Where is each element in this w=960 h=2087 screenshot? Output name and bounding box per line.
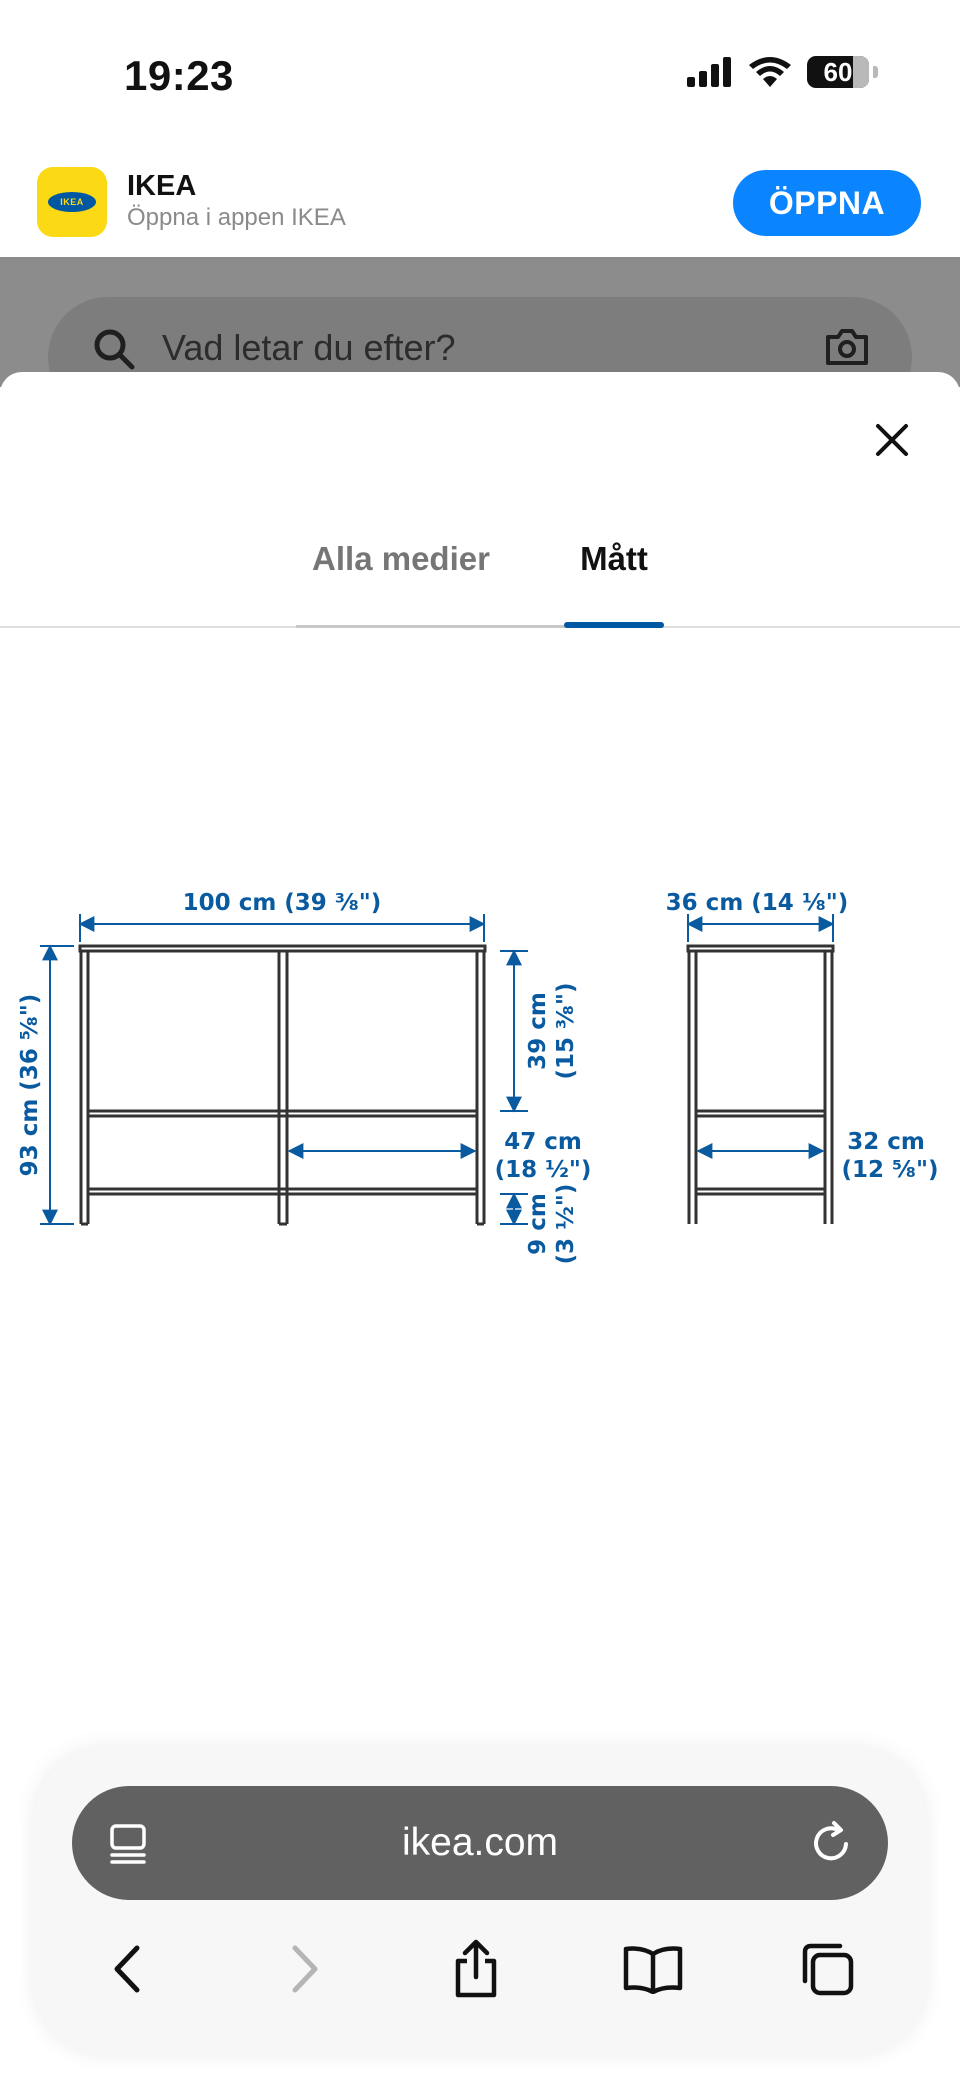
battery-tip	[873, 66, 878, 78]
app-subtitle: Öppna i appen IKEA	[127, 204, 346, 231]
app-name: IKEA	[127, 170, 197, 202]
tab-all-media[interactable]: Alla medier	[312, 540, 490, 577]
forward-icon[interactable]	[270, 1934, 340, 2004]
media-tabs	[0, 532, 960, 628]
tab-measurements[interactable]: Mått	[580, 540, 648, 577]
page-overlay	[0, 257, 960, 387]
status-time: 19:23	[124, 52, 234, 99]
side-view-shelf	[688, 946, 833, 1224]
dimension-lines	[40, 914, 833, 1224]
wifi-icon	[749, 57, 791, 87]
back-icon[interactable]	[92, 1934, 162, 2004]
ikea-logo: IKEA	[48, 192, 96, 212]
bookmarks-icon[interactable]	[618, 1934, 688, 2004]
dimension-diagram	[0, 852, 960, 1472]
battery-icon: 60	[807, 56, 869, 88]
active-tab-indicator	[564, 622, 664, 628]
search-icon	[92, 327, 136, 371]
reload-icon[interactable]	[808, 1820, 854, 1866]
upper-shelf-label-2: (15 ³⁄₈")	[553, 982, 579, 1080]
address-bar[interactable]	[72, 1786, 888, 1900]
bottom-gap-label-1: 9 cm	[525, 1193, 551, 1255]
url-text: ikea.com	[401, 1821, 559, 1864]
browser-toolbar	[34, 1748, 926, 2054]
status-icons	[687, 56, 878, 88]
tabs-icon[interactable]	[792, 1934, 862, 2004]
front-view-shelf	[80, 946, 485, 1224]
inner-depth-label-1: 32 cm	[847, 1129, 925, 1155]
status-bar	[0, 0, 960, 150]
app-banner	[0, 150, 960, 257]
width-label: 100 cm (39 ³⁄₈")	[182, 890, 382, 916]
inner-depth-label-2: (12 ⁵⁄₈")	[841, 1157, 939, 1183]
inner-width-label-1: 47 cm	[504, 1129, 582, 1155]
share-icon[interactable]	[441, 1934, 511, 2004]
signal-icon	[687, 57, 733, 87]
height-label: 93 cm (36 ⁵⁄₈")	[17, 993, 43, 1177]
open-app-button[interactable]: ÖPPNA	[733, 170, 921, 236]
bottom-gap-label-2: (3 ½")	[553, 1183, 579, 1265]
inner-width-label-2: (18 ½")	[494, 1157, 592, 1183]
upper-shelf-label-1: 39 cm	[525, 992, 551, 1070]
camera-icon	[824, 327, 870, 367]
ikea-app-icon[interactable]	[37, 167, 107, 237]
search-input: Vad letar du efter?	[162, 327, 456, 368]
close-icon[interactable]	[872, 420, 912, 460]
depth-label: 36 cm (14 ¹⁄₈")	[665, 890, 849, 916]
